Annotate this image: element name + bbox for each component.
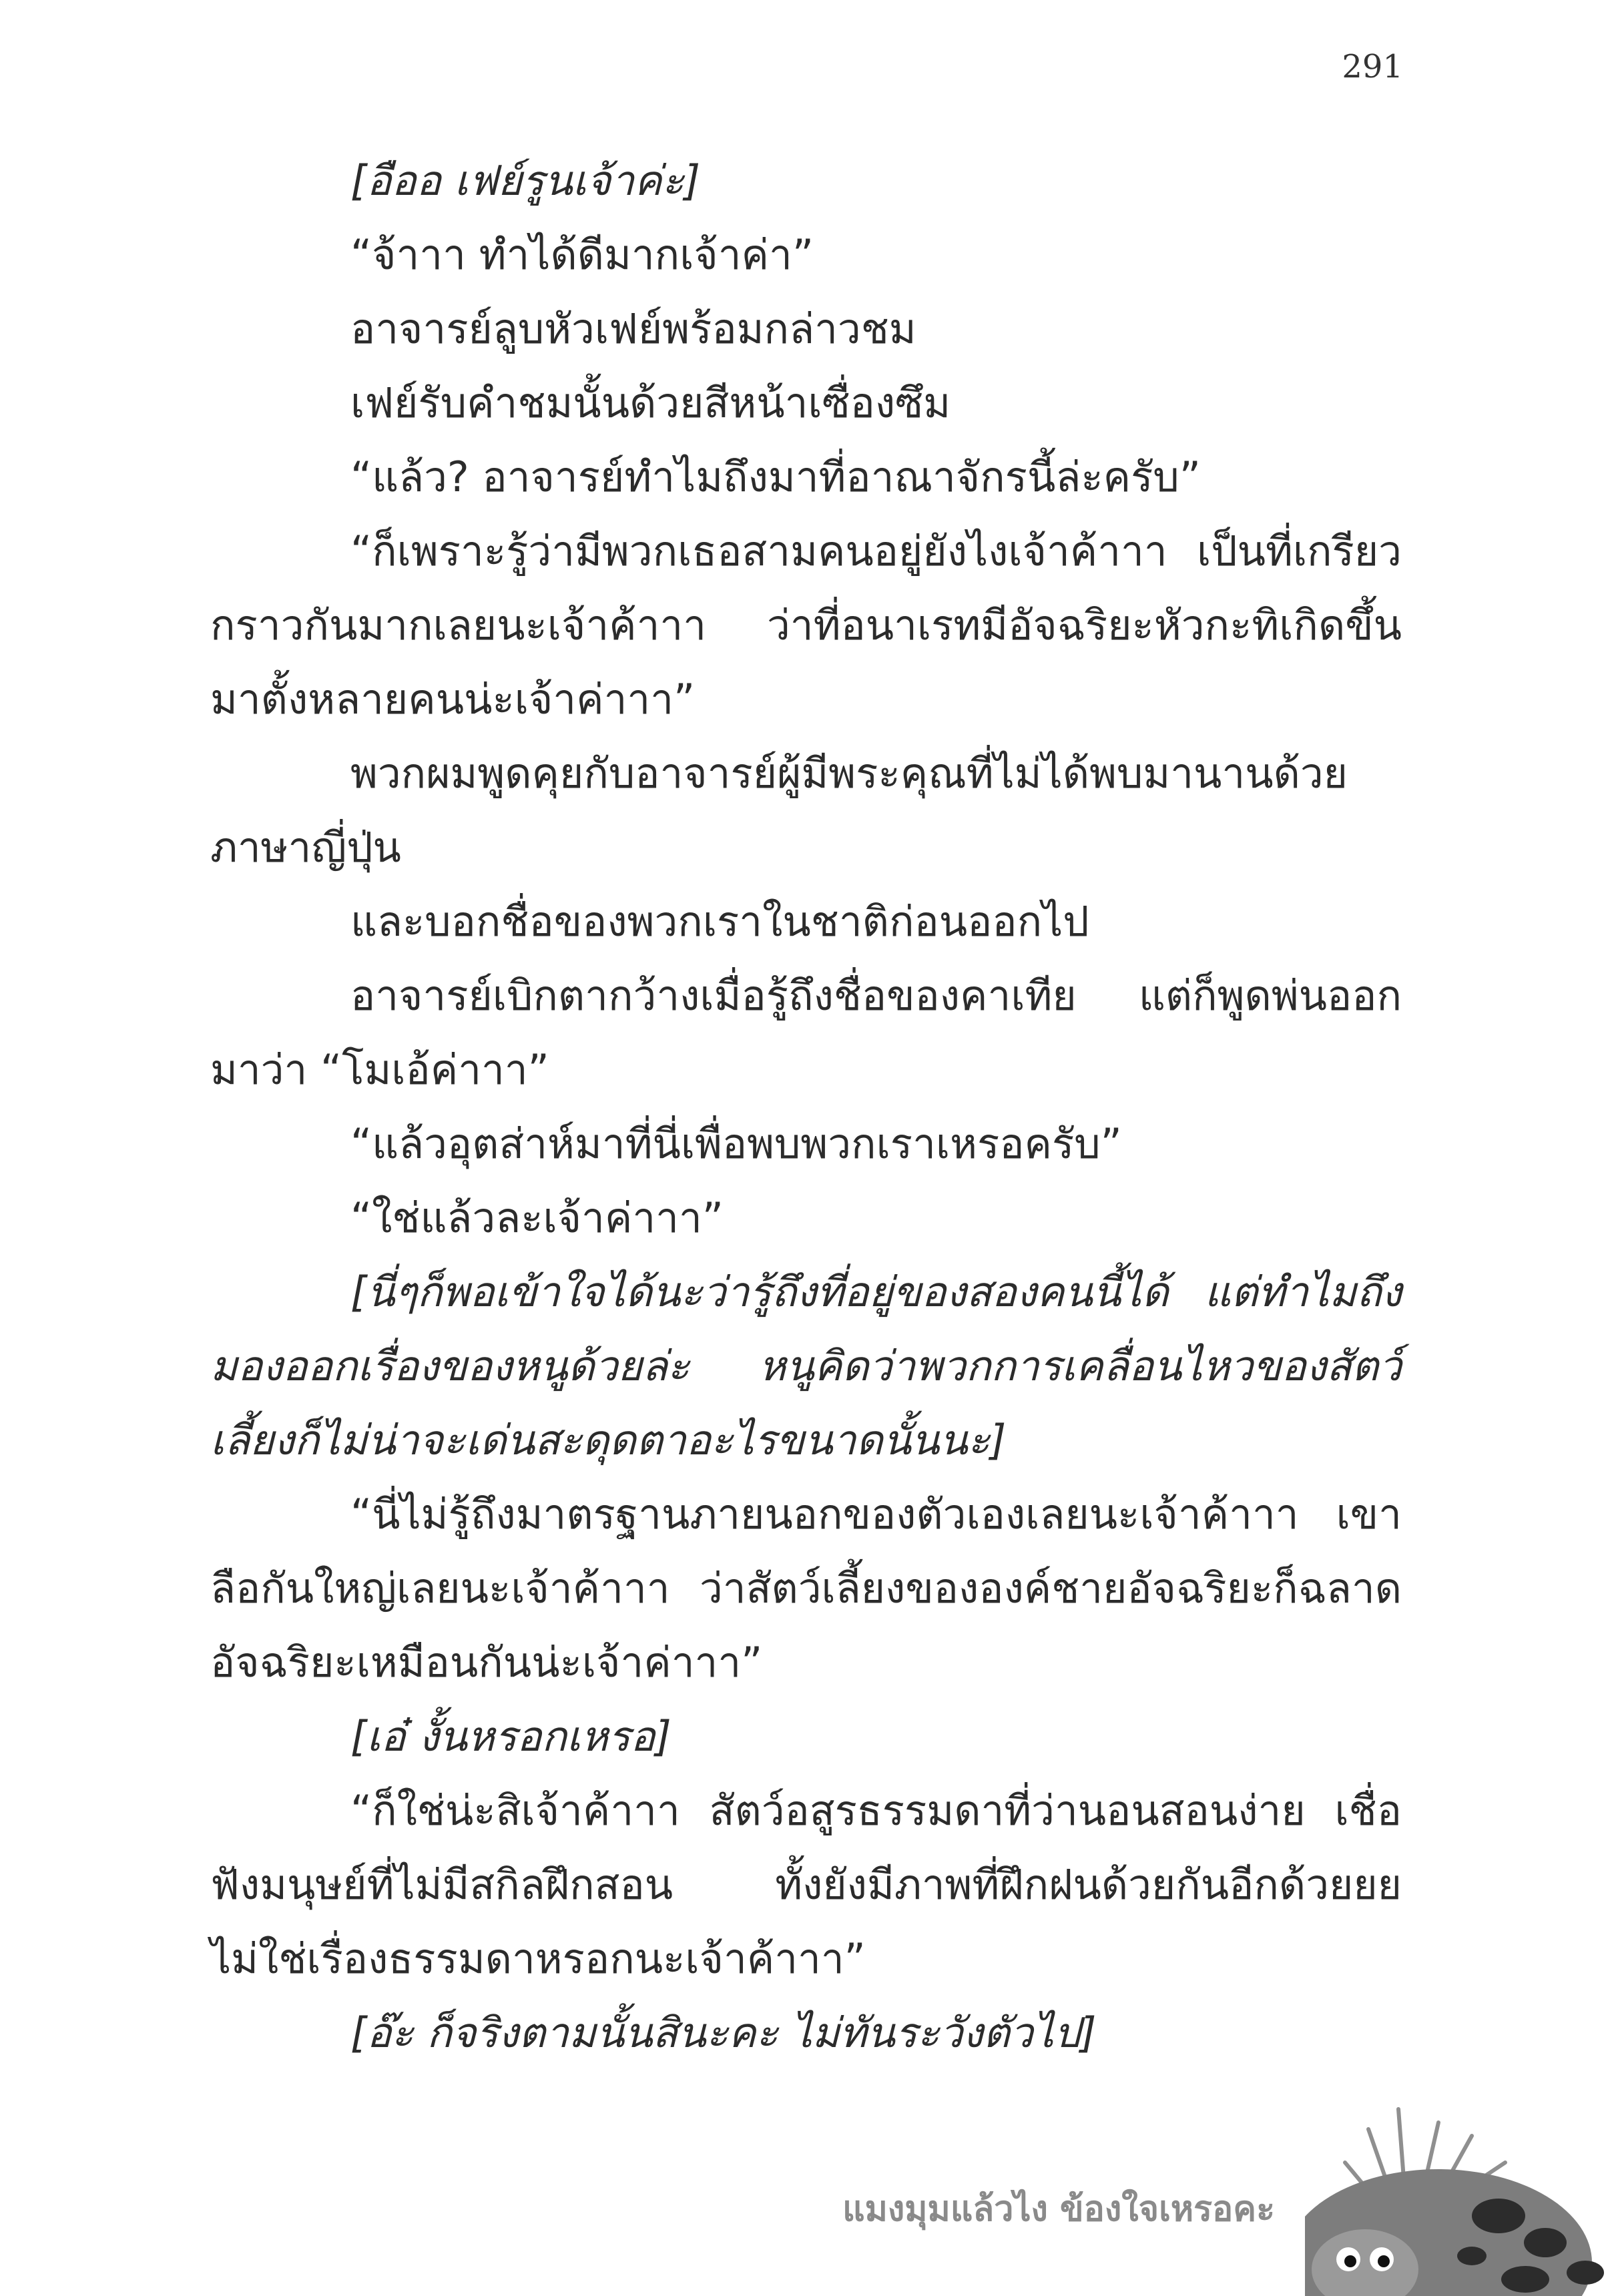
paragraph: และบอกชื่อของพวกเราในชาติก่อนออกไป (350, 897, 1089, 946)
spider-mascot-image (1305, 2096, 1612, 2296)
paragraph: “แล้วอุตส่าห์มาที่นี่เพื่อพบพวกเราเหรอครับ” (350, 1119, 1122, 1168)
paragraph: “แล้ว? อาจารย์ทำไมถึงมาที่อาณาจักรนี้ล่ะครับ” (350, 453, 1201, 501)
footer-book-title: แมงมุมแล้วไง ข้องใจเหรอคะ (842, 2189, 1275, 2229)
paragraph: [อ๊ะ ก็จริงตามนั้นสินะคะ ไม่ทันระวังตัวไป] (350, 2008, 1097, 2057)
paragraph: [นี่ๆก็พอเข้าใจได้นะว่ารู้ถึงที่อยู่ของสองคนนี้ได้ แต่ทำไมถึงมองออกเรื่องของหนูด้วยล่ะ หนูคิดว่าพวกการเคลื่อนไหวของสัตว์เลี้ยงก็ไม่น่าจะเด่นสะดุดตาอะไรขนาดนั้นนะ] (210, 1267, 1402, 1464)
paragraph: “จ้าาา ทำได้ดีมากเจ้าค่า” (350, 230, 814, 279)
paragraph: [เอ๋ งั้นหรอกเหรอ] (350, 1712, 671, 1761)
paragraph: [อืออ เฟย์รูนเจ้าค่ะ] (350, 156, 701, 205)
page-number: 291 (1342, 48, 1403, 85)
paragraph: “ก็เพราะรู้ว่ามีพวกเธอสามคนอยู่ยังไงเจ้าค้าาา เป็นที่เกรียวกราวกันมากเลยนะเจ้าค้าาา ว่าที่อนาเรทมีอัจฉริยะหัวกะทิเกิดขึ้นมาตั้งหลายคนน่ะเจ้าค่าาา” (210, 527, 1402, 724)
paragraph: พวกผมพูดคุยกับอาจารย์ผู้มีพระคุณที่ไม่ได้พบมานานด้วยภาษาญี่ปุ่น (210, 749, 1348, 872)
paragraph: “ใช่แล้วละเจ้าค่าาา” (350, 1193, 724, 1242)
paragraph: อาจารย์เบิกตากว้างเมื่อรู้ถึงชื่อของคาเทีย แต่ก็พูดพ่นออกมาว่า “โมเอ้ค่าาา” (210, 971, 1402, 1094)
paragraph: “นี่ไม่รู้ถึงมาตรฐานภายนอกของตัวเองเลยนะเจ้าค้าาา เขาลือกันใหญ่เลยนะเจ้าค้าาา ว่าสัตว์เลี้ยงขององค์ชายอัจฉริยะก็ฉลาดอัจฉริยะเหมือนกันน่ะเจ้าค่าาา” (210, 1490, 1402, 1687)
body-text (210, 144, 1402, 2070)
paragraph: เฟย์รับคำชมนั้นด้วยสีหน้าเซื่องซึม (350, 378, 951, 427)
paragraph: “ก็ใช่น่ะสิเจ้าค้าาา สัตว์อสูรธรรมดาที่ว่านอนสอนง่าย เชื่อฟังมนุษย์ที่ไม่มีสกิลฝึกสอน ทั้งยังมีภาพที่ฝึกฝนด้วยกันอีกด้วยยยไม่ใช่เรื่องธรรมดาหรอกนะเจ้าค้าาา” (210, 1786, 1402, 1983)
paragraph: อาจารย์ลูบหัวเฟย์พร้อมกล่าวชม (350, 304, 916, 353)
